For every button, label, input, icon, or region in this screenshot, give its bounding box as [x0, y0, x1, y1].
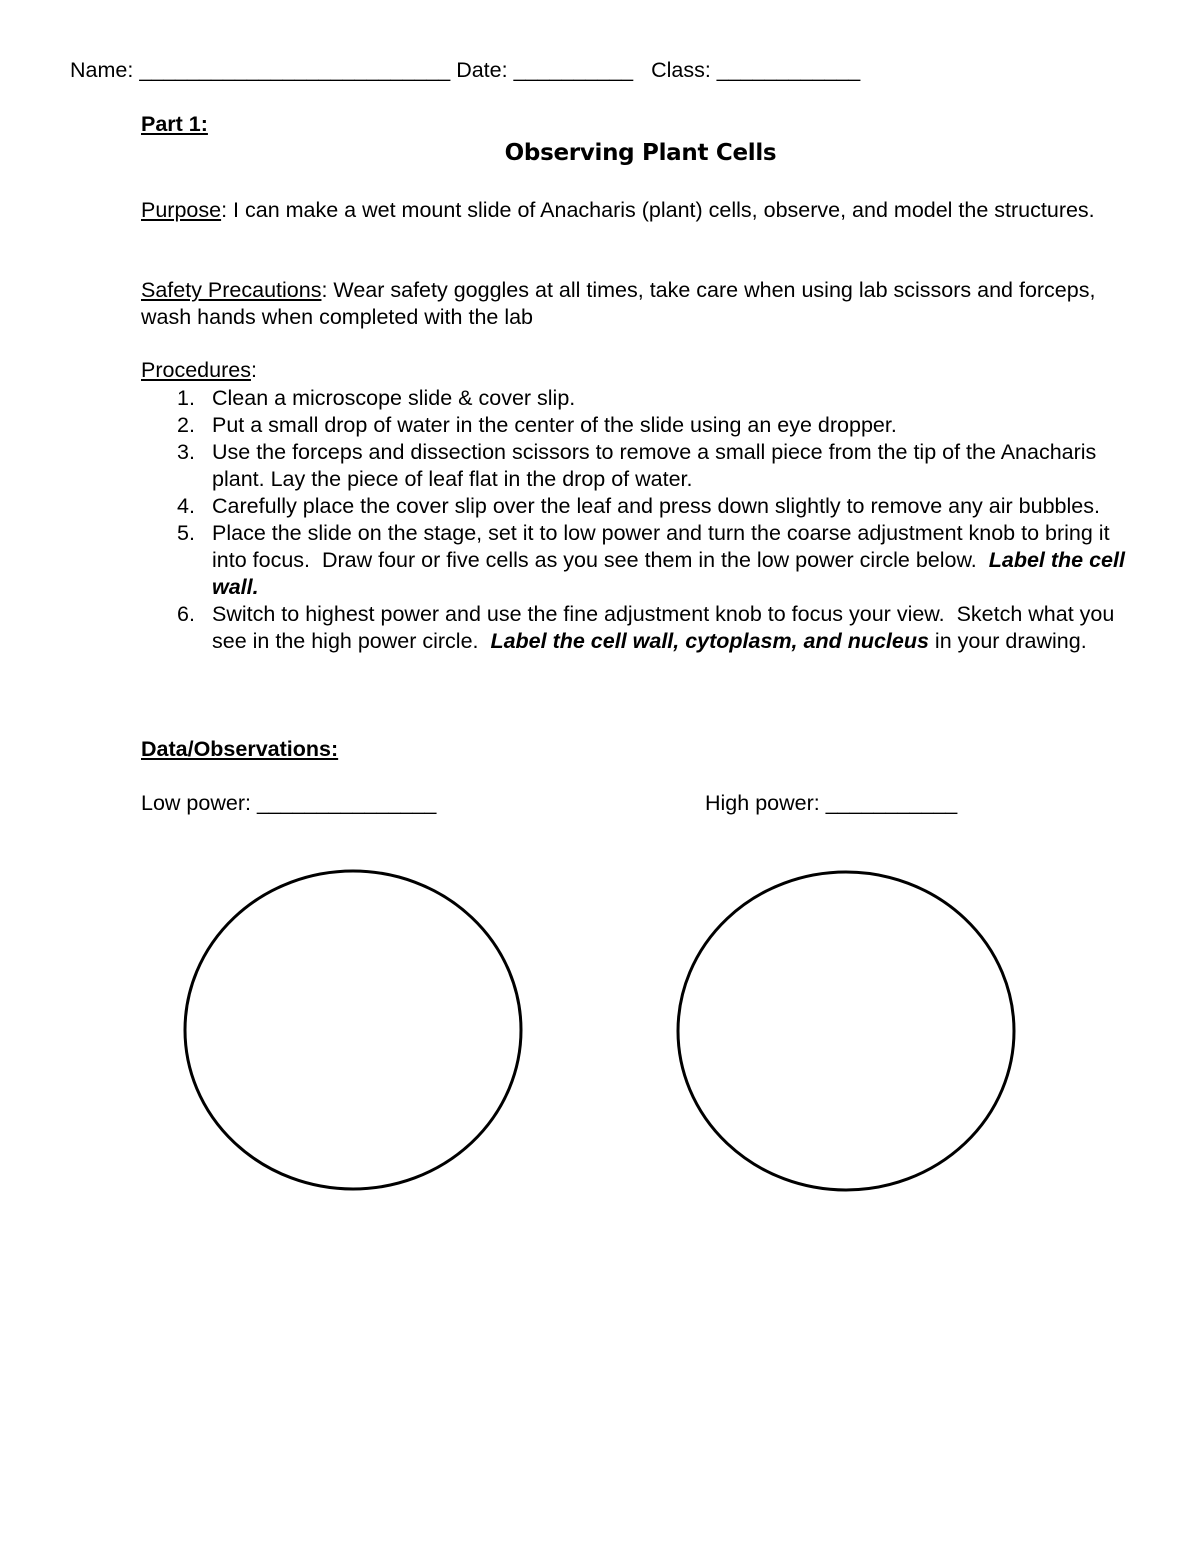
step-emphasis: Label the cell wall, cytoplasm, and nucleus	[490, 629, 929, 653]
page-title: Observing Plant Cells	[504, 140, 777, 166]
step-text: Clean a microscope slide & cover slip.	[212, 386, 576, 410]
step-text: Switch to highest power and use the fine adjustment knob to focus your view. Sketch what you see in the high power circle.	[212, 602, 1121, 653]
step-text-after: in your drawing.	[928, 629, 1087, 653]
low-power-blank[interactable]: _______________	[256, 791, 437, 815]
step-text: Place the slide on the stage, set it to low power and turn the coarse adjustment knob to bring it into focus. Draw four or five cells as you see them in the low power circle below.	[212, 521, 1116, 572]
safety-label: Safety Precautions	[141, 278, 322, 302]
name-label: Name:	[70, 58, 134, 82]
low-power-drawing-circle[interactable]	[185, 871, 521, 1189]
step-number: 4.	[177, 494, 195, 518]
step-number: 1.	[177, 386, 195, 410]
step-number: 2.	[177, 413, 195, 437]
step-number: 6.	[177, 602, 195, 626]
high-power-blank[interactable]: ___________	[825, 791, 958, 815]
procedures-label-suffix: :	[250, 358, 257, 382]
step-text: Put a small drop of water in the center of the slide using an eye dropper.	[212, 413, 897, 437]
purpose-label: Purpose	[141, 198, 222, 222]
step-emphasis: Label the cell wall.	[212, 548, 1125, 599]
step-number: 5.	[177, 521, 195, 545]
class-blank[interactable]: ____________	[716, 58, 861, 82]
purpose-text: : I can make a wet mount slide of Anacharis (plant) cells, observe, and model the structures.	[221, 198, 1095, 222]
high-power-label: High power:	[705, 791, 820, 815]
class-label: Class:	[651, 58, 711, 82]
part-heading: Part 1:	[141, 112, 208, 136]
step-text: Use the forceps and dissection scissors to remove a small piece from the tip of the Anacharis plant. Lay the piece of leaf flat in the drop of water.	[212, 440, 1097, 491]
date-blank[interactable]: __________	[513, 58, 634, 82]
high-power-drawing-circle[interactable]	[678, 872, 1014, 1190]
procedures-label: Procedures	[141, 358, 251, 382]
data-observations-heading: Data/Observations:	[141, 737, 339, 761]
step-text: Carefully place the cover slip over the leaf and press down slightly to remove any air bubbles.	[212, 494, 1100, 518]
low-power-label: Low power:	[141, 791, 251, 815]
date-label: Date:	[456, 58, 508, 82]
step-number: 3.	[177, 440, 195, 464]
safety-text: : Wear safety goggles at all times, take care when using lab scissors and forceps, wash hands when completed with the lab	[141, 278, 1096, 329]
name-blank[interactable]: __________________________	[139, 58, 451, 82]
